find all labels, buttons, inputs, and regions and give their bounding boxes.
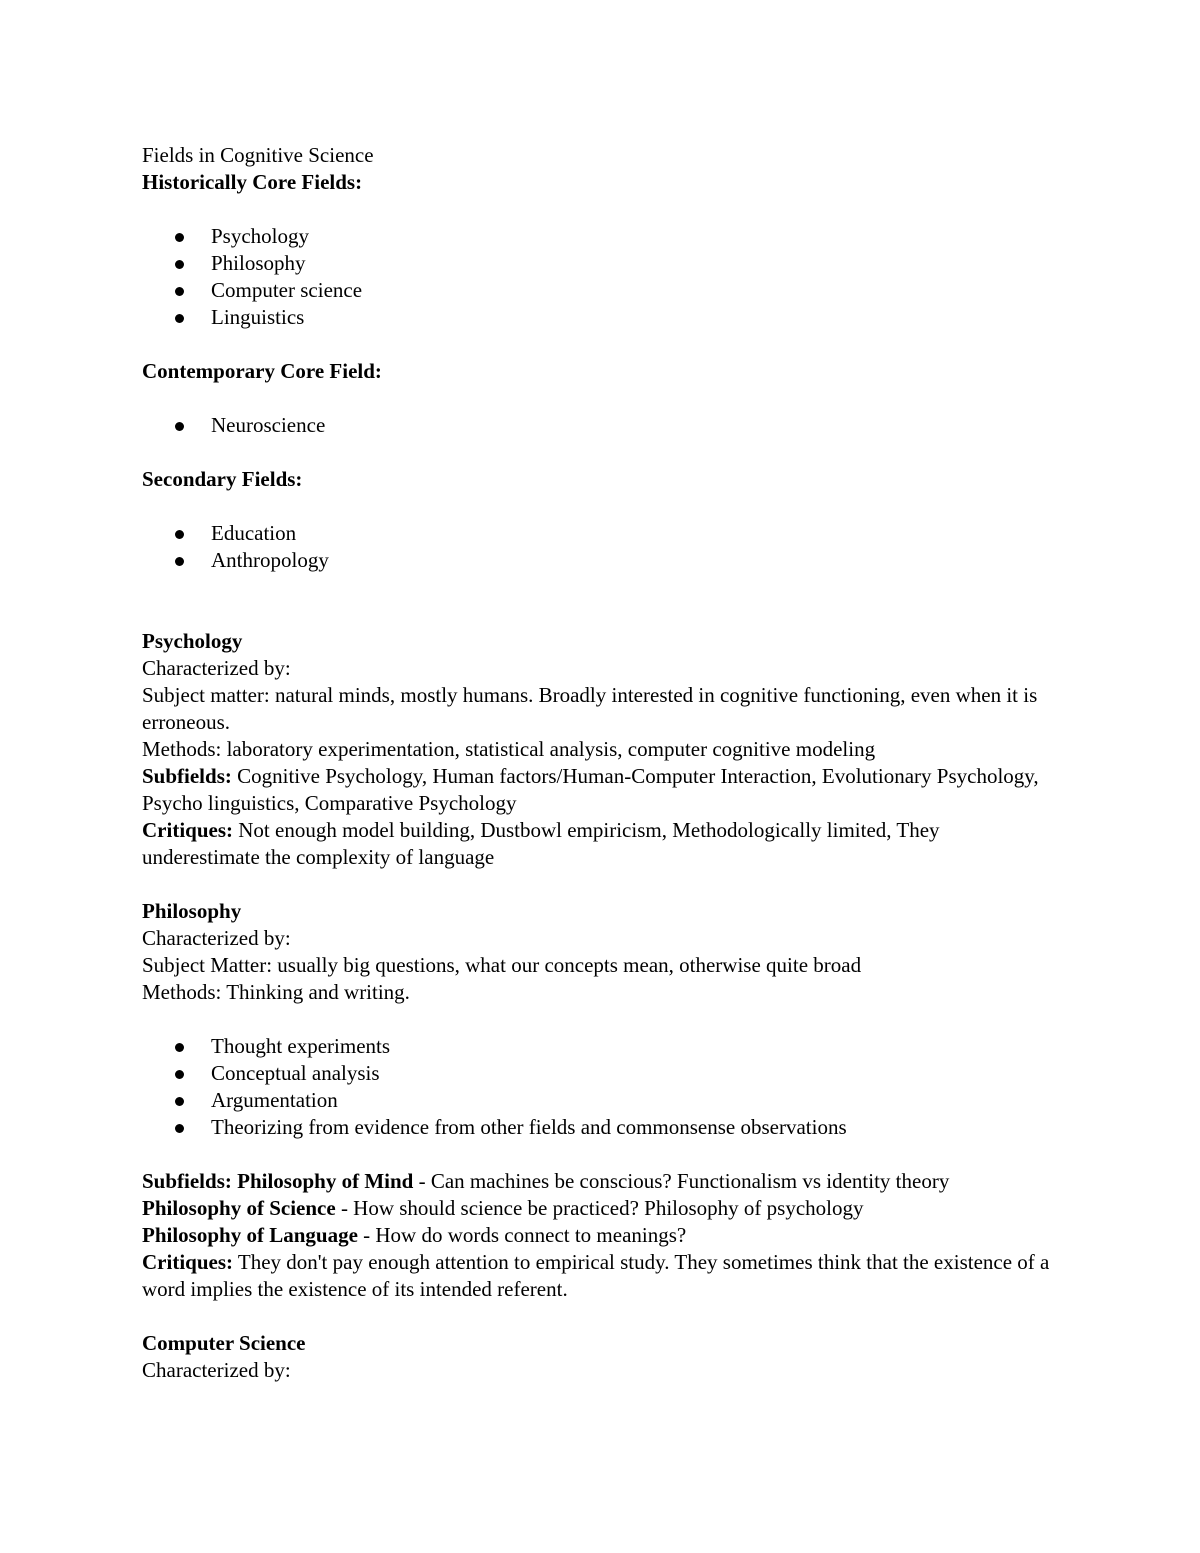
psychology-characterized: Characterized by: [142,656,291,680]
historical-list [142,223,1062,331]
historical-heading: Historically Core Fields: [142,170,363,194]
secondary-list [142,520,1062,574]
list-item: Theorizing from evidence from other fields and commonsense observations [142,1114,1062,1141]
psychology-heading: Psychology [142,629,243,653]
philosophy-critiques: Critiques: They don't pay enough attention to empirical study. They sometimes think that the existence of a word implies the existence of its intended referent. [142,1250,1050,1301]
list-item: Computer science [142,277,1062,304]
philosophy-subject: Subject Matter: usually big questions, what our concepts mean, otherwise quite broad [142,953,862,977]
secondary-heading: Secondary Fields: [142,467,303,491]
list-item: Education [142,520,1062,547]
document-content [142,142,1062,1384]
list-item: Anthropology [142,547,1062,574]
list-item: Philosophy [142,250,1062,277]
list-item: Neuroscience [142,412,1062,439]
psychology-methods: Methods: laboratory experimentation, statistical analysis, computer cognitive modeling [142,737,876,761]
psychology-subject: Subject matter: natural minds, mostly humans. Broadly interested in cognitive functioning, even when it is erroneous. [142,683,1038,734]
list-item: Argumentation [142,1087,1062,1114]
philosophy-of-science: Philosophy of Science - How should science be practiced? Philosophy of psychology [142,1196,864,1220]
list-item: Linguistics [142,304,1062,331]
philosophy-of-language: Philosophy of Language - How do words connect to meanings? [142,1223,687,1247]
computer-science-characterized: Characterized by: [142,1358,291,1382]
philosophy-characterized: Characterized by: [142,926,291,950]
computer-science-heading: Computer Science [142,1331,306,1355]
contemporary-list [142,412,1062,439]
contemporary-heading: Contemporary Core Field: [142,359,382,383]
document-title: Fields in Cognitive Science [142,143,374,167]
philosophy-of-mind: Subfields: Philosophy of Mind - Can machines be conscious? Functionalism vs identity theory [142,1169,950,1193]
psychology-subfields: Subfields: Cognitive Psychology, Human factors/Human-Computer Interaction, Evolutionary Psychology, Psycho linguistics, Comparative Psychology [142,764,1039,815]
philosophy-methods: Methods: Thinking and writing. [142,980,410,1004]
psychology-critiques: Critiques: Not enough model building, Dustbowl empiricism, Methodologically limited, They underestimate the complexity of language [142,818,940,869]
list-item: Psychology [142,223,1062,250]
philosophy-heading: Philosophy [142,899,242,923]
list-item: Thought experiments [142,1033,1062,1060]
list-item: Conceptual analysis [142,1060,1062,1087]
philosophy-methods-list [142,1033,1062,1141]
